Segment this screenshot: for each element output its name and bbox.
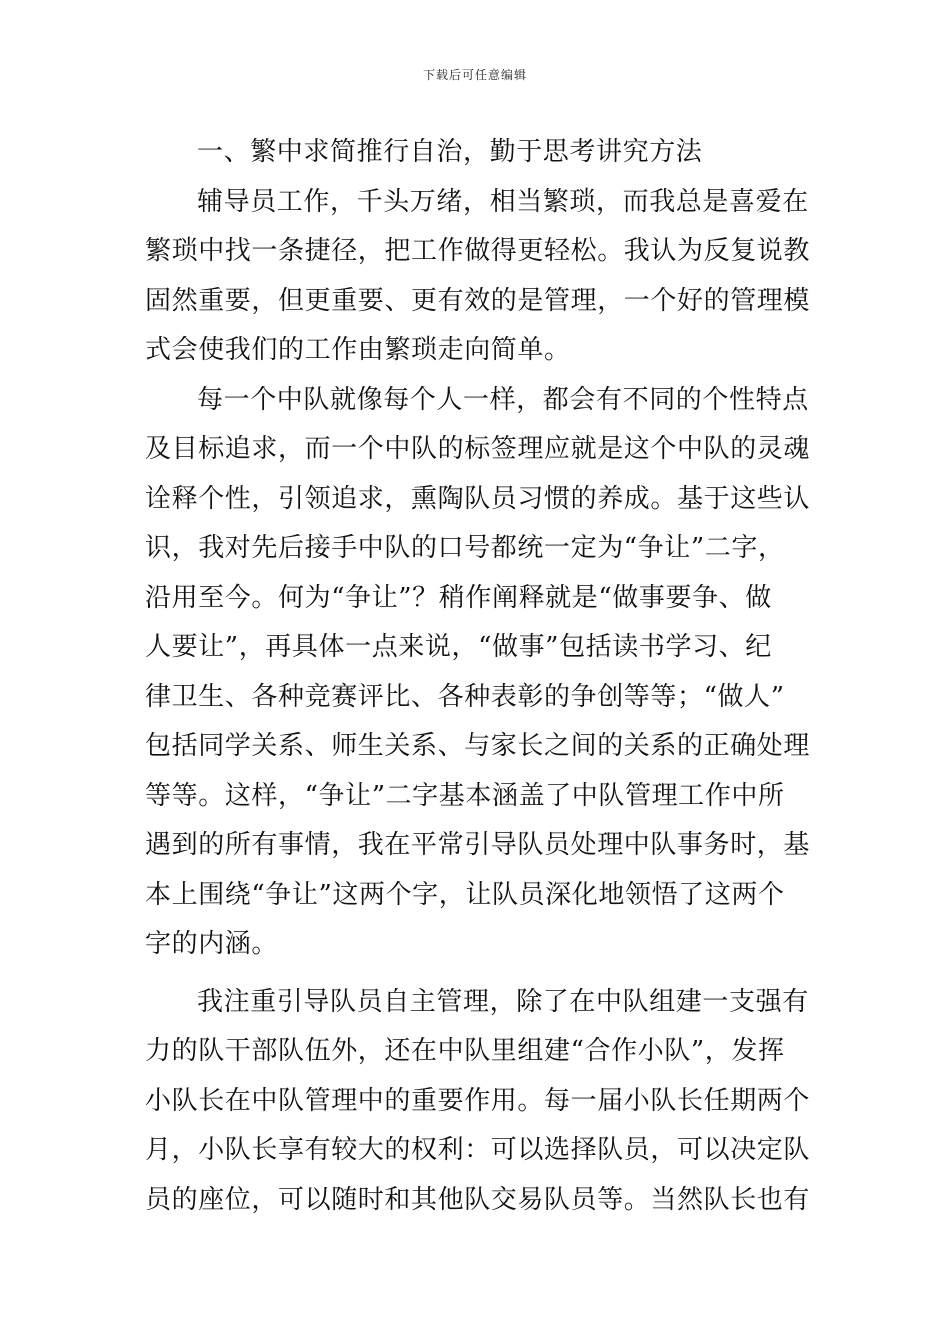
paragraph-3 bbox=[145, 978, 811, 1226]
paragraph-line: 繁琐中找一条捷径，把工作做得更轻松。我认为反复说教 bbox=[145, 236, 811, 266]
paragraph-line: 遇到的所有事情，我在平常引导队员处理中队事务时，基 bbox=[145, 830, 811, 860]
paragraph-line: 诠释个性，引领追求，熏陶队员习惯的养成。基于这些认 bbox=[145, 483, 811, 514]
paragraph-line: 及目标追求，而一个中队的标签理应就是这个中队的灵魂 bbox=[145, 434, 811, 464]
paragraph-2 bbox=[145, 376, 811, 970]
section-heading: 一、繁中求简推行自治，勤于思考讲究方法 bbox=[197, 137, 703, 167]
paragraph-line: 包括同学关系、师生关系、与家长之间的关系的正确处理 bbox=[145, 731, 811, 761]
header-note: 下载后可任意编辑 bbox=[422, 68, 527, 82]
paragraph-line: 月，小队长享有较大的权利：可以选择队员，可以决定队 bbox=[145, 1135, 811, 1165]
paragraph-line: 人要让”，再具体一点来说，“做事”包括读书学习、纪 bbox=[145, 632, 772, 662]
paragraph-line: 每一个中队就像每个人一样，都会有不同的个性特点 bbox=[197, 384, 809, 415]
paragraph-line: 辅导员工作，千头万绪，相当繁琐，而我总是喜爱在 bbox=[197, 186, 809, 217]
document-body bbox=[145, 128, 811, 1225]
paragraph-1 bbox=[145, 178, 811, 376]
paragraph-line: 力的队干部队伍外，还在中队里组建“合作小队”，发挥 bbox=[145, 1036, 785, 1066]
paragraph-gap bbox=[145, 970, 807, 978]
paragraph-line: 员的座位，可以随时和其他队交易队员等。当然队长也有 bbox=[145, 1184, 811, 1215]
paragraph-line: 式会使我们的工作由繁琐走向简单。 bbox=[145, 335, 571, 365]
paragraph-line: 字的内涵。 bbox=[145, 929, 279, 959]
paragraph-line: 固然重要，但更重要、更有效的是管理，一个好的管理模 bbox=[145, 285, 811, 316]
paragraph-line: 本上围绕“争让”这两个字，让队员深化地领悟了这两个 bbox=[145, 879, 785, 910]
paragraph-line: 我注重引导队员自主管理，除了在中队组建一支强有 bbox=[197, 986, 809, 1017]
paragraph-line: 小队长在中队管理中的重要作用。每一届小队长任期两个 bbox=[145, 1085, 811, 1116]
paragraph-line: 沿用至今。何为“争让”？稍作阐释就是“做事要争、做 bbox=[145, 582, 772, 613]
paragraph-line: 等等。这样，“争让”二字基本涵盖了中队管理工作中所 bbox=[145, 780, 785, 811]
paragraph-line: 律卫生、各种竞赛评比、各种表彰的争创等等；“做人” bbox=[145, 681, 785, 712]
paragraph-line: 识，我对先后接手中队的口号都统一定为“争让”二字， bbox=[145, 533, 785, 563]
